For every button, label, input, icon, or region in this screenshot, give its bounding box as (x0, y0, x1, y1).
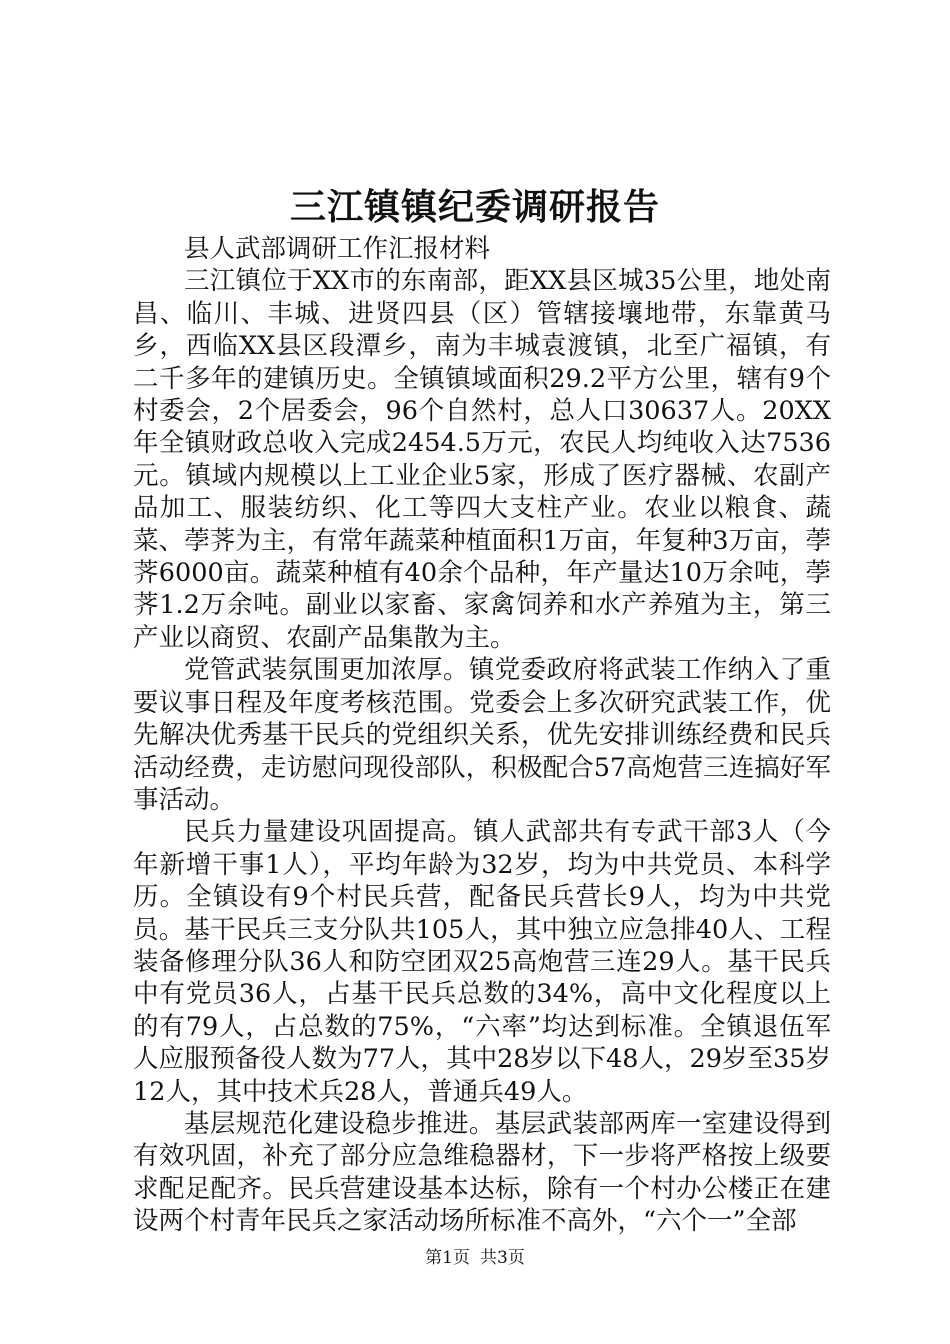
page-number: 第1页 (425, 1248, 470, 1268)
paragraph-militia: 民兵力量建设巩固提高。镇人武部共有专武干部3人（今年新增干事1人），平均年龄为32岁，均为中共党员、本科学历。全镇设有9个村民兵营，配备民兵营长9人，均为中共党员。基干民兵三支分队共105人，其中独立应急排40人、工程装备修理分队36人和防空团双25高炮营三连29人。基干民兵中有党员36人，占基干民兵总数的34%，高中文化程度以上的有79人，占总数的75%，“六率”均达到标准。全镇退伍军人应服预备役人数为77人，其中28岁以下48人，29岁至35岁12人，其中技术兵28人，普通兵49人。 (133, 817, 831, 1107)
page-title: 三江镇镇纪委调研报告 (289, 186, 660, 228)
paragraph-overview: 三江镇位于XX市的东南部，距XX县区城35公里，地处南昌、临川、丰城、进贤四县（区）管辖接壤地带，东靠黄马乡，西临XX县区段潭乡，南为丰城袁渡镇，北至广福镇，有二千多年的建镇历史。全镇镇域面积29.2平方公里，辖有9个村委会，2个居委会，96个自然村，总人口30637人。20XX年全镇财政总收入完成2454.5万元，农民人均纯收入达7536元。镇域内规模以上工业企业5家，形成了医疗器械、农副产品加工、服装纺织、化工等四大支柱产业。农业以粮食、蔬菜、荸荠为主，有常年蔬菜种植面积1万亩，年复种3万亩，荸荠6000亩。蔬菜种植有40余个品种，年产量达10万余吨，荸荠1.2万余吨。副业以家畜、家禽饲养和水产养殖为主，第三产业以商贸、农副产品集散为主。 (133, 266, 831, 653)
document-body (133, 233, 831, 1238)
paragraph-party-armed: 党管武装氛围更加浓厚。镇党委政府将武装工作纳入了重要议事日程及年度考核范围。党委会上多次研究武装工作，优先解决优秀基干民兵的党组织关系，优先安排训练经费和民兵活动经费，走访慰问现役部队，积极配合57高炮营三连搞好军事活动。 (133, 655, 831, 815)
paragraph-grassroots: 基层规范化建设稳步推进。基层武装部两库一室建设得到有效巩固，补充了部分应急维稳器材，下一步将严格按上级要求配足配齐。民兵营建设基本达标，除有一个村办公楼正在建设两个村青年民兵之家活动场所标准不高外，“六个一”全部 (133, 1108, 831, 1237)
page-total: 共3页 (480, 1248, 525, 1268)
paragraph-subtitle: 县人武部调研工作汇报材料 (184, 234, 491, 264)
page-footer (0, 1247, 950, 1269)
